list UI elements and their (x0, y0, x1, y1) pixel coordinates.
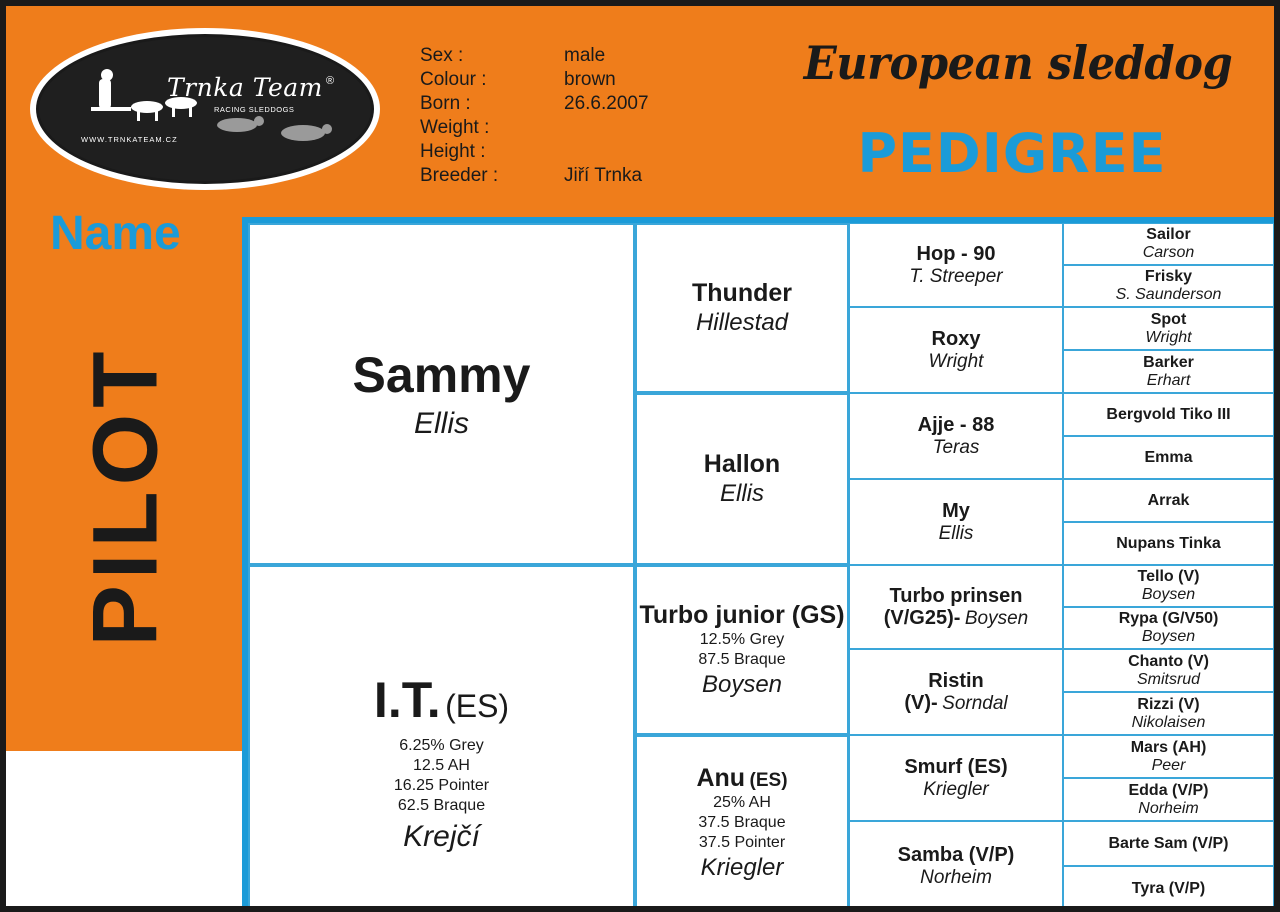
g3-owner: Boysen (964, 607, 1029, 629)
g3-cell (849, 565, 1063, 649)
g3-cell (849, 649, 1063, 735)
logo-url: WWW.TRNKATEAM.CZ (81, 135, 178, 144)
info-row-height (420, 140, 680, 164)
corner-panel (6, 751, 242, 912)
g4-owner: Nikolaisen (1131, 713, 1206, 731)
info-row-born (420, 92, 680, 116)
g3-owner: Kriegler (923, 778, 989, 800)
dam-cell (248, 565, 635, 911)
g3-name-suffix: (V/G25)- (883, 606, 961, 629)
g4-name: Spot (1150, 310, 1187, 328)
g2-cell (635, 393, 849, 565)
g2-title (696, 765, 787, 793)
g4-owner: Peer (1151, 756, 1186, 774)
dog-info (420, 44, 680, 188)
g3-name-suffix: (V)- (904, 691, 938, 714)
g2-name: Thunder (692, 279, 792, 308)
g2-breed-line: 87.5 Braque (698, 650, 786, 668)
g2-owner: Kriegler (700, 853, 784, 881)
g3-owner: Wright (928, 350, 984, 372)
info-label: Weight : (420, 117, 490, 138)
info-label: Sex : (420, 45, 464, 66)
certificate-subheading: PEDIGREE (857, 122, 1167, 185)
logo-badge (36, 34, 374, 184)
g3-cell (849, 223, 1063, 307)
g3-cell (849, 735, 1063, 821)
g4-owner: Norheim (1138, 799, 1199, 817)
info-label: Colour : (420, 69, 487, 90)
g2-breed-line: 25% AH (713, 793, 771, 811)
g3-line2 (884, 607, 1029, 630)
info-row-colour (420, 68, 680, 92)
g2-cell (635, 223, 849, 393)
g4-cell (1063, 307, 1274, 350)
g3-owner: Ellis (938, 522, 974, 544)
g4-name: Chanto (V) (1128, 652, 1209, 670)
g4-cell (1063, 778, 1274, 821)
g2-name: Turbo junior (GS) (639, 601, 845, 630)
g4-name: Edda (V/P) (1128, 781, 1209, 799)
g4-name: Frisky (1144, 268, 1193, 286)
g4-name: Barte Sam (V/P) (1108, 834, 1229, 852)
g3-name: Roxy (931, 327, 981, 350)
info-label: Born : (420, 93, 471, 114)
info-label: Height : (420, 141, 486, 162)
g4-cell (1063, 866, 1274, 911)
g2-owner: Ellis (719, 479, 764, 507)
g4-cell (1063, 350, 1274, 393)
g4-owner: Carson (1142, 244, 1195, 261)
g4-name: Rizzi (V) (1137, 695, 1200, 713)
name-label: Name (50, 207, 181, 260)
g4-name: Arrak (1147, 491, 1190, 509)
logo-subtitle: RACING SLEDDOGS (214, 105, 295, 114)
info-row-sex (420, 44, 680, 68)
g3-cell (849, 821, 1063, 911)
info-value: 26.6.2007 (564, 93, 649, 114)
dam-breed-line: 16.25 Pointer (393, 777, 490, 794)
g4-cell (1063, 522, 1274, 565)
info-value: male (564, 45, 606, 66)
dam-owner: Krejčí (403, 820, 480, 853)
g4-cell (1063, 436, 1274, 479)
g4-owner: S. Saunderson (1115, 286, 1222, 303)
g4-owner: Erhart (1146, 371, 1191, 389)
certificate-heading: European sleddog (803, 36, 1233, 90)
dam-title (374, 673, 509, 728)
g2-owner: Boysen (701, 670, 783, 698)
sire-owner: Ellis (413, 407, 469, 440)
g4-cell (1063, 265, 1274, 307)
dam-breed-line: 62.5 Braque (397, 797, 486, 814)
g4-name: Tyra (V/P) (1131, 879, 1206, 897)
g3-name: Ajje - 88 (917, 413, 995, 436)
g2-suffix: (ES) (749, 770, 788, 792)
team-logo (30, 28, 380, 190)
g3-owner: Norheim (920, 866, 992, 888)
g4-cell (1063, 735, 1274, 778)
g4-name: Nupans Tinka (1116, 534, 1221, 552)
g4-cell (1063, 393, 1274, 436)
g3-owner: T. Streeper (909, 265, 1003, 287)
g4-name: Bergvold Tiko III (1106, 405, 1231, 423)
g4-cell (1063, 607, 1274, 649)
g3-name: Samba (V/P) (897, 843, 1015, 866)
g2-breed-line: 37.5 Pointer (698, 833, 786, 851)
g3-name: Turbo prinsen (889, 584, 1023, 607)
pedigree-table (242, 217, 1280, 912)
g2-name: Anu (696, 764, 746, 793)
g3-cell (849, 479, 1063, 565)
g3-cell (849, 393, 1063, 479)
sire-cell (248, 223, 635, 565)
g4-cell (1063, 479, 1274, 522)
g3-name: Ristin (928, 669, 984, 692)
g4-owner: Wright (1145, 328, 1192, 346)
g2-name: Hallon (703, 450, 781, 479)
info-row-weight (420, 116, 680, 140)
g2-cell (635, 735, 849, 911)
dog-name-text: PILOT (74, 345, 177, 647)
g2-owner: Hillestad (695, 308, 789, 336)
g4-name: Mars (AH) (1130, 738, 1207, 756)
g3-cell (849, 307, 1063, 393)
g4-name: Barker (1143, 353, 1194, 371)
g4-cell (1063, 565, 1274, 607)
g4-cell (1063, 649, 1274, 692)
g4-name: Rypa (G/V50) (1118, 610, 1219, 628)
g4-name: Emma (1144, 448, 1193, 466)
g2-cell (635, 565, 849, 735)
g4-cell (1063, 821, 1274, 866)
g3-line2 (904, 692, 1007, 715)
info-value: brown (564, 69, 616, 90)
g4-name: Tello (V) (1137, 568, 1200, 586)
info-row-breeder (420, 164, 680, 188)
g4-cell (1063, 692, 1274, 735)
info-label: Breeder : (420, 165, 499, 186)
g3-owner: Sorndal (942, 692, 1008, 714)
g3-name: Smurf (ES) (904, 755, 1008, 778)
g4-cell (1063, 223, 1274, 265)
g3-name: Hop - 90 (916, 242, 996, 265)
logo-title: Trnka Team (167, 73, 323, 102)
g2-breed-line: 37.5 Braque (698, 813, 786, 831)
dam-breed-line: 12.5 AH (413, 757, 470, 774)
info-value: Jiří Trnka (564, 165, 643, 186)
g4-owner: Smitsrud (1136, 670, 1201, 688)
g4-owner: Boysen (1141, 586, 1196, 603)
dam-suffix: (ES) (445, 688, 510, 724)
sire-name: Sammy (352, 347, 531, 403)
dam-breed-line: 6.25% Grey (399, 737, 484, 754)
dam-name: I.T. (373, 672, 441, 728)
g4-name: Sailor (1146, 226, 1191, 244)
g4-owner: Boysen (1141, 628, 1196, 645)
g2-breed-line: 12.5% Grey (699, 630, 785, 648)
g3-owner: Teras (932, 436, 980, 458)
g3-name: My (942, 499, 970, 522)
registered-mark: ® (326, 75, 335, 87)
